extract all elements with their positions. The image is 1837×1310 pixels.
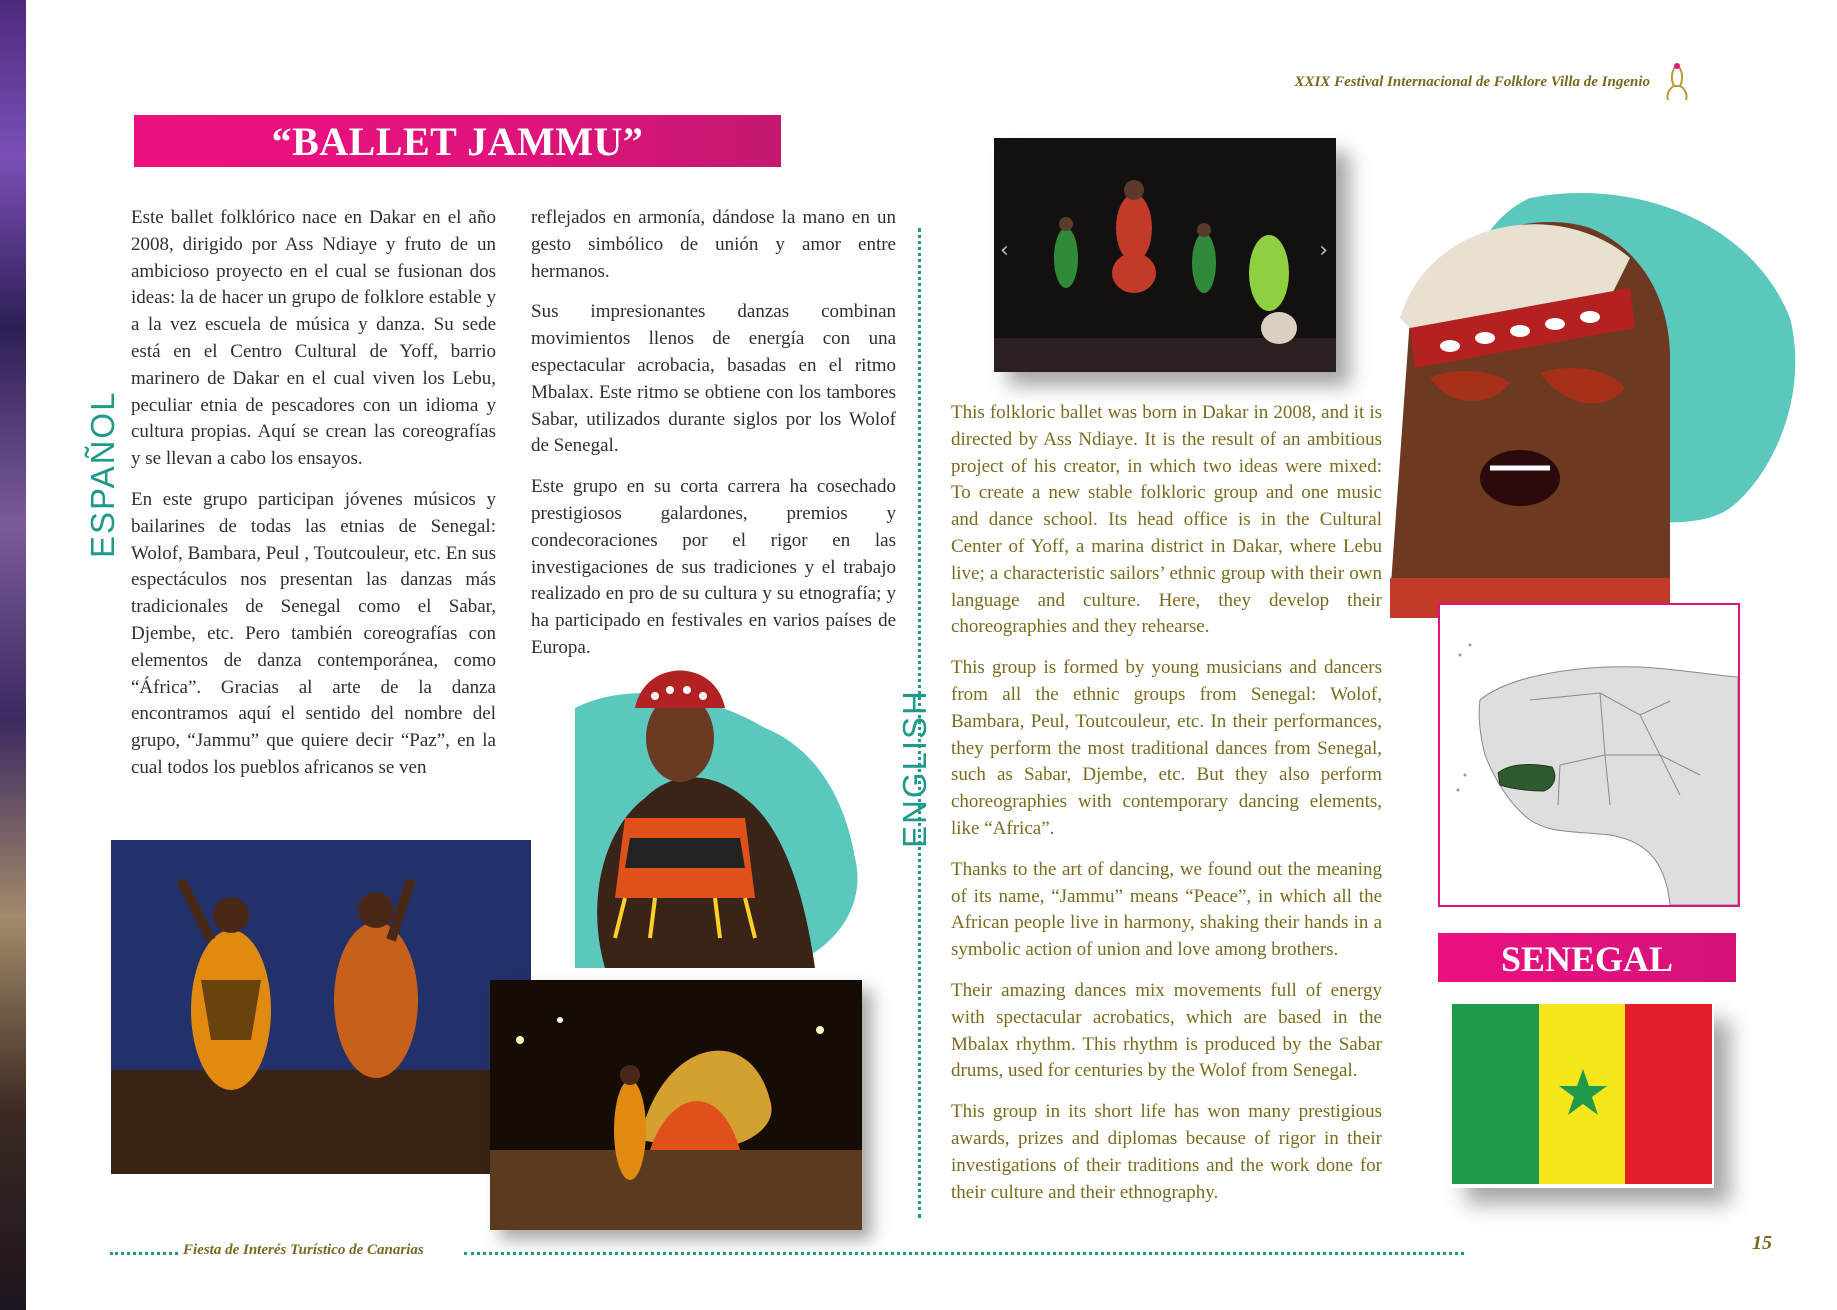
- paragraph: En este grupo participan jóvenes músicos y bailarines de todas las etnias de Senegal: Wolof, Bambara, Peul , Toutcouleur, etc. En sus espectáculos nos presentan las danzas más tradicionales de Senegal como el Sabar, Djembe, etc. Pero también coreografías con elementos de danza contemporánea, como “África”. Gracias al arte de la danza encontramos aquí el sentido del nombre del grupo, “Jammu” que quiere decir “Paz”, en la cual todos los pueblos africanos se ven: [131, 488, 496, 778]
- footer-rule-left: [110, 1252, 178, 1255]
- section-label-spanish: ESPAÑOL: [84, 390, 121, 558]
- paragraph: This group in its short life has won many prestigious awards, prizes and diplomas because of rigor in their investigations of their traditions and the work done for their culture and their ethnography.: [951, 1101, 1382, 1203]
- flag-stripe-yellow: [1539, 1004, 1626, 1184]
- dancers-stage-image: [994, 138, 1336, 372]
- paragraph: Sus impresionantes danzas combinan movimientos llenos de energía con una espectacular acrobacia, basadas en el ritmo Mbalax. Este ritmo se obtiene con los tambores Sabar, utilizados durante siglos por los Wolof de Senegal.: [531, 301, 896, 457]
- masked-dancer-image: [515, 638, 895, 978]
- spanish-column-2: [531, 205, 896, 676]
- paragraph: Este grupo en su corta carrera ha cosechado prestigiosos galardones, premios y condecoraciones por el rigor en las investigaciones de sus tradiciones y el trabajo realizado en pro de su cultura y su etnografía; y ha participado en festivales en varios países de Europa.: [531, 476, 896, 658]
- footer-text: Fiesta de Interés Turístico de Canarias: [183, 1242, 424, 1258]
- map-senegal: [1438, 603, 1740, 907]
- paragraph: reflejados en armonía, dándose la mano en un gesto simbólico de unión y amor entre hermanos.: [531, 207, 896, 282]
- flag-stripe-green: [1452, 1004, 1539, 1184]
- spanish-column-1: [131, 205, 496, 796]
- paragraph: Their amazing dances mix movements full of energy with spectacular acrobatics, which are based in the Mbalax rhythm. This rhythm is produced by the Sabar drums, used for centuries by the Wolof from Senegal.: [951, 979, 1382, 1082]
- footer-rule-right: [464, 1252, 1464, 1255]
- page-number: 15: [1752, 1232, 1772, 1254]
- paragraph: Thanks to the art of dancing, we found out the meaning of its name, “Jammu” means “Peace”, in which all the African people live in harmony, shaking their hands in a symbolic action of union and love among brothers.: [951, 858, 1382, 961]
- night-performance-photo: [490, 980, 862, 1230]
- painted-face-portrait: [1370, 178, 1800, 618]
- english-column: [951, 400, 1382, 1220]
- flag-stripe-red: [1625, 1004, 1712, 1184]
- paragraph: This folkloric ballet was born in Dakar in 2008, and it is directed by Ass Ndiaye. It is the result of an ambitious project of his creator, in which two ideas were mixed: To create a new stable folkloric group and one music and dance school. Its head office is in the Cultural Center of Yoff, a marina district in Dakar, where Lebu live; a characteristic sailors’ ethnic group with their own language and culture. Here, they develop their choreographies and they rehearse.: [951, 402, 1382, 638]
- dancers-photo: [111, 840, 531, 1174]
- page-edge-strip: [0, 0, 26, 1310]
- section-label-english: ENGLISH: [896, 689, 933, 848]
- page-title: “BALLET JAMMU”: [134, 115, 781, 167]
- senegal-flag: [1452, 1004, 1712, 1184]
- chevron-left-icon[interactable]: ‹: [1000, 238, 1009, 263]
- paragraph: This group is formed by young musicians and dancers from all the ethnic groups from Senegal: Wolof, Bambara, Peul, Toutcouleur, etc. In their performances, they perform the most traditional dances from Senegal, such as Sabar, Djembe, etc. But they also perform choreographies with contemporary dancing elements, like “Africa”.: [951, 657, 1382, 839]
- chevron-right-icon[interactable]: ›: [1319, 238, 1328, 263]
- star-icon: [1558, 1067, 1608, 1117]
- column-divider: [918, 228, 921, 1218]
- running-header: XXIX Festival Internacional de Folklore Villa de Ingenio: [1294, 74, 1650, 90]
- country-name: SENEGAL: [1438, 933, 1736, 982]
- carousel-photo[interactable]: [994, 138, 1336, 372]
- paragraph: Este ballet folklórico nace en Dakar en el año 2008, dirigido por Ass Ndiaye y fruto de un ambicioso proyecto en el cual se fusionan dos ideas: la de hacer un grupo de folklore estable y a la vez escuela de música y danza. Su sede está en el Centro Cultural de Yoff, barrio marinero de Dakar en el cual viven los Lebu, peculiar etnia de pescadores con un idioma y cultura propias. Aquí se crean las coreografías y se llevan a cabo los ensayos.: [131, 207, 496, 470]
- festival-logo-icon: [1660, 60, 1694, 104]
